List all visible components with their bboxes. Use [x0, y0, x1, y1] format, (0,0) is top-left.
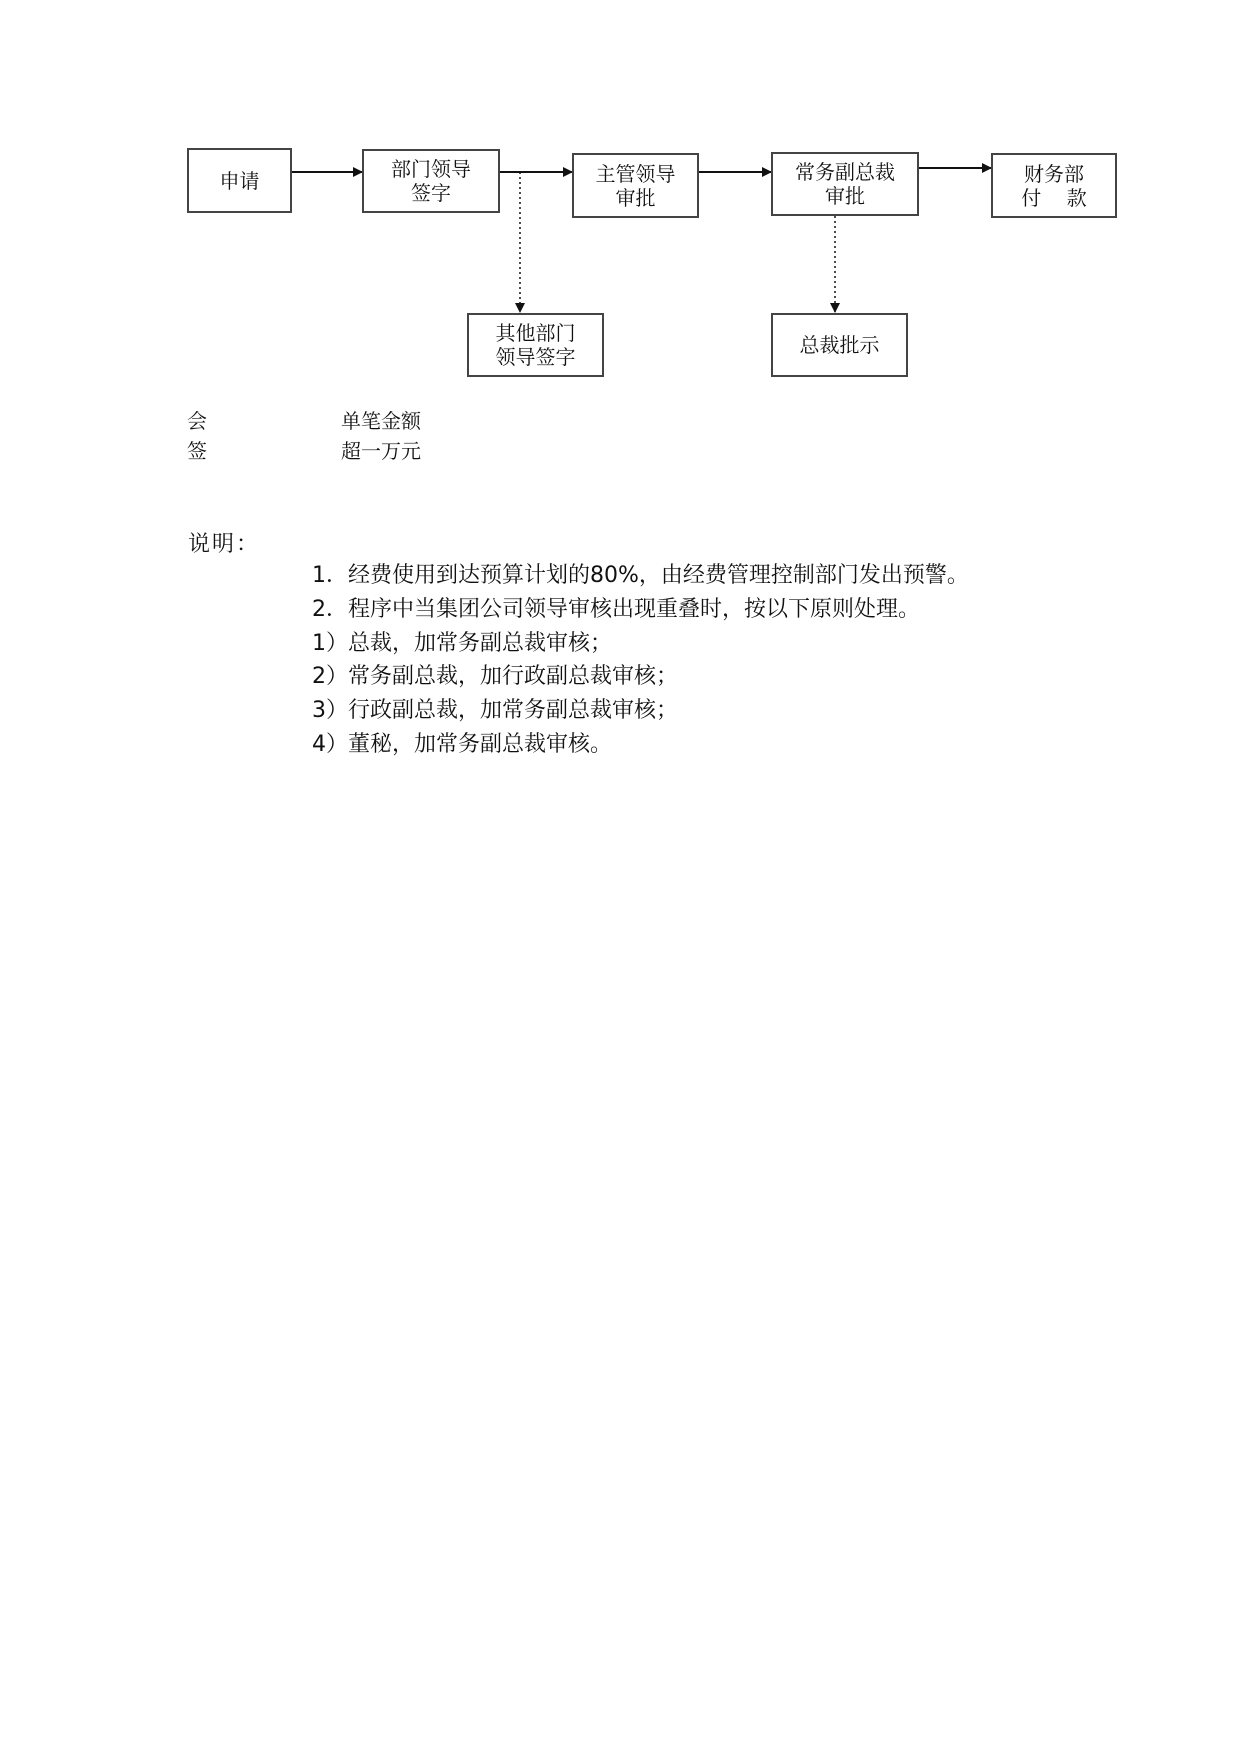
- node-apply: 申请: [187, 148, 292, 213]
- explanation-item: 1）总裁，加常务副总裁审核；: [312, 630, 612, 656]
- note-countersign-1: 会: [187, 409, 207, 433]
- explanation-title: 说明：: [188, 532, 261, 557]
- explanation-list: [312, 559, 969, 762]
- explanation-item: 2．程序中当集团公司领导审核出现重叠时，按以下原则处理。: [312, 596, 920, 622]
- node-dept-leader-sign: 部门领导 签字: [362, 149, 500, 213]
- node-president-instruction: 总裁批示: [771, 313, 908, 377]
- note-amount-1: 单笔金额: [341, 409, 421, 433]
- note-countersign-2: 签: [187, 439, 207, 463]
- note-amount-2: 超一万元: [341, 439, 421, 463]
- explanation-item: 1．经费使用到达预算计划的80%，由经费管理控制部门发出预警。: [312, 563, 969, 588]
- explanation-item: 4）董秘，加常务副总裁审核。: [312, 731, 612, 757]
- node-supervisor-approve: 主管领导 审批: [572, 153, 699, 218]
- node-other-dept-leader-sign: 其他部门 领导签字: [467, 313, 604, 377]
- node-exec-vp-approve: 常务副总裁 审批: [771, 152, 919, 216]
- node-finance-pay: 财务部 付 款: [991, 153, 1117, 218]
- explanation-item: 2）常务副总裁，加行政副总裁审核；: [312, 664, 678, 690]
- explanation-item: 3）行政副总裁，加常务副总裁审核；: [312, 698, 678, 724]
